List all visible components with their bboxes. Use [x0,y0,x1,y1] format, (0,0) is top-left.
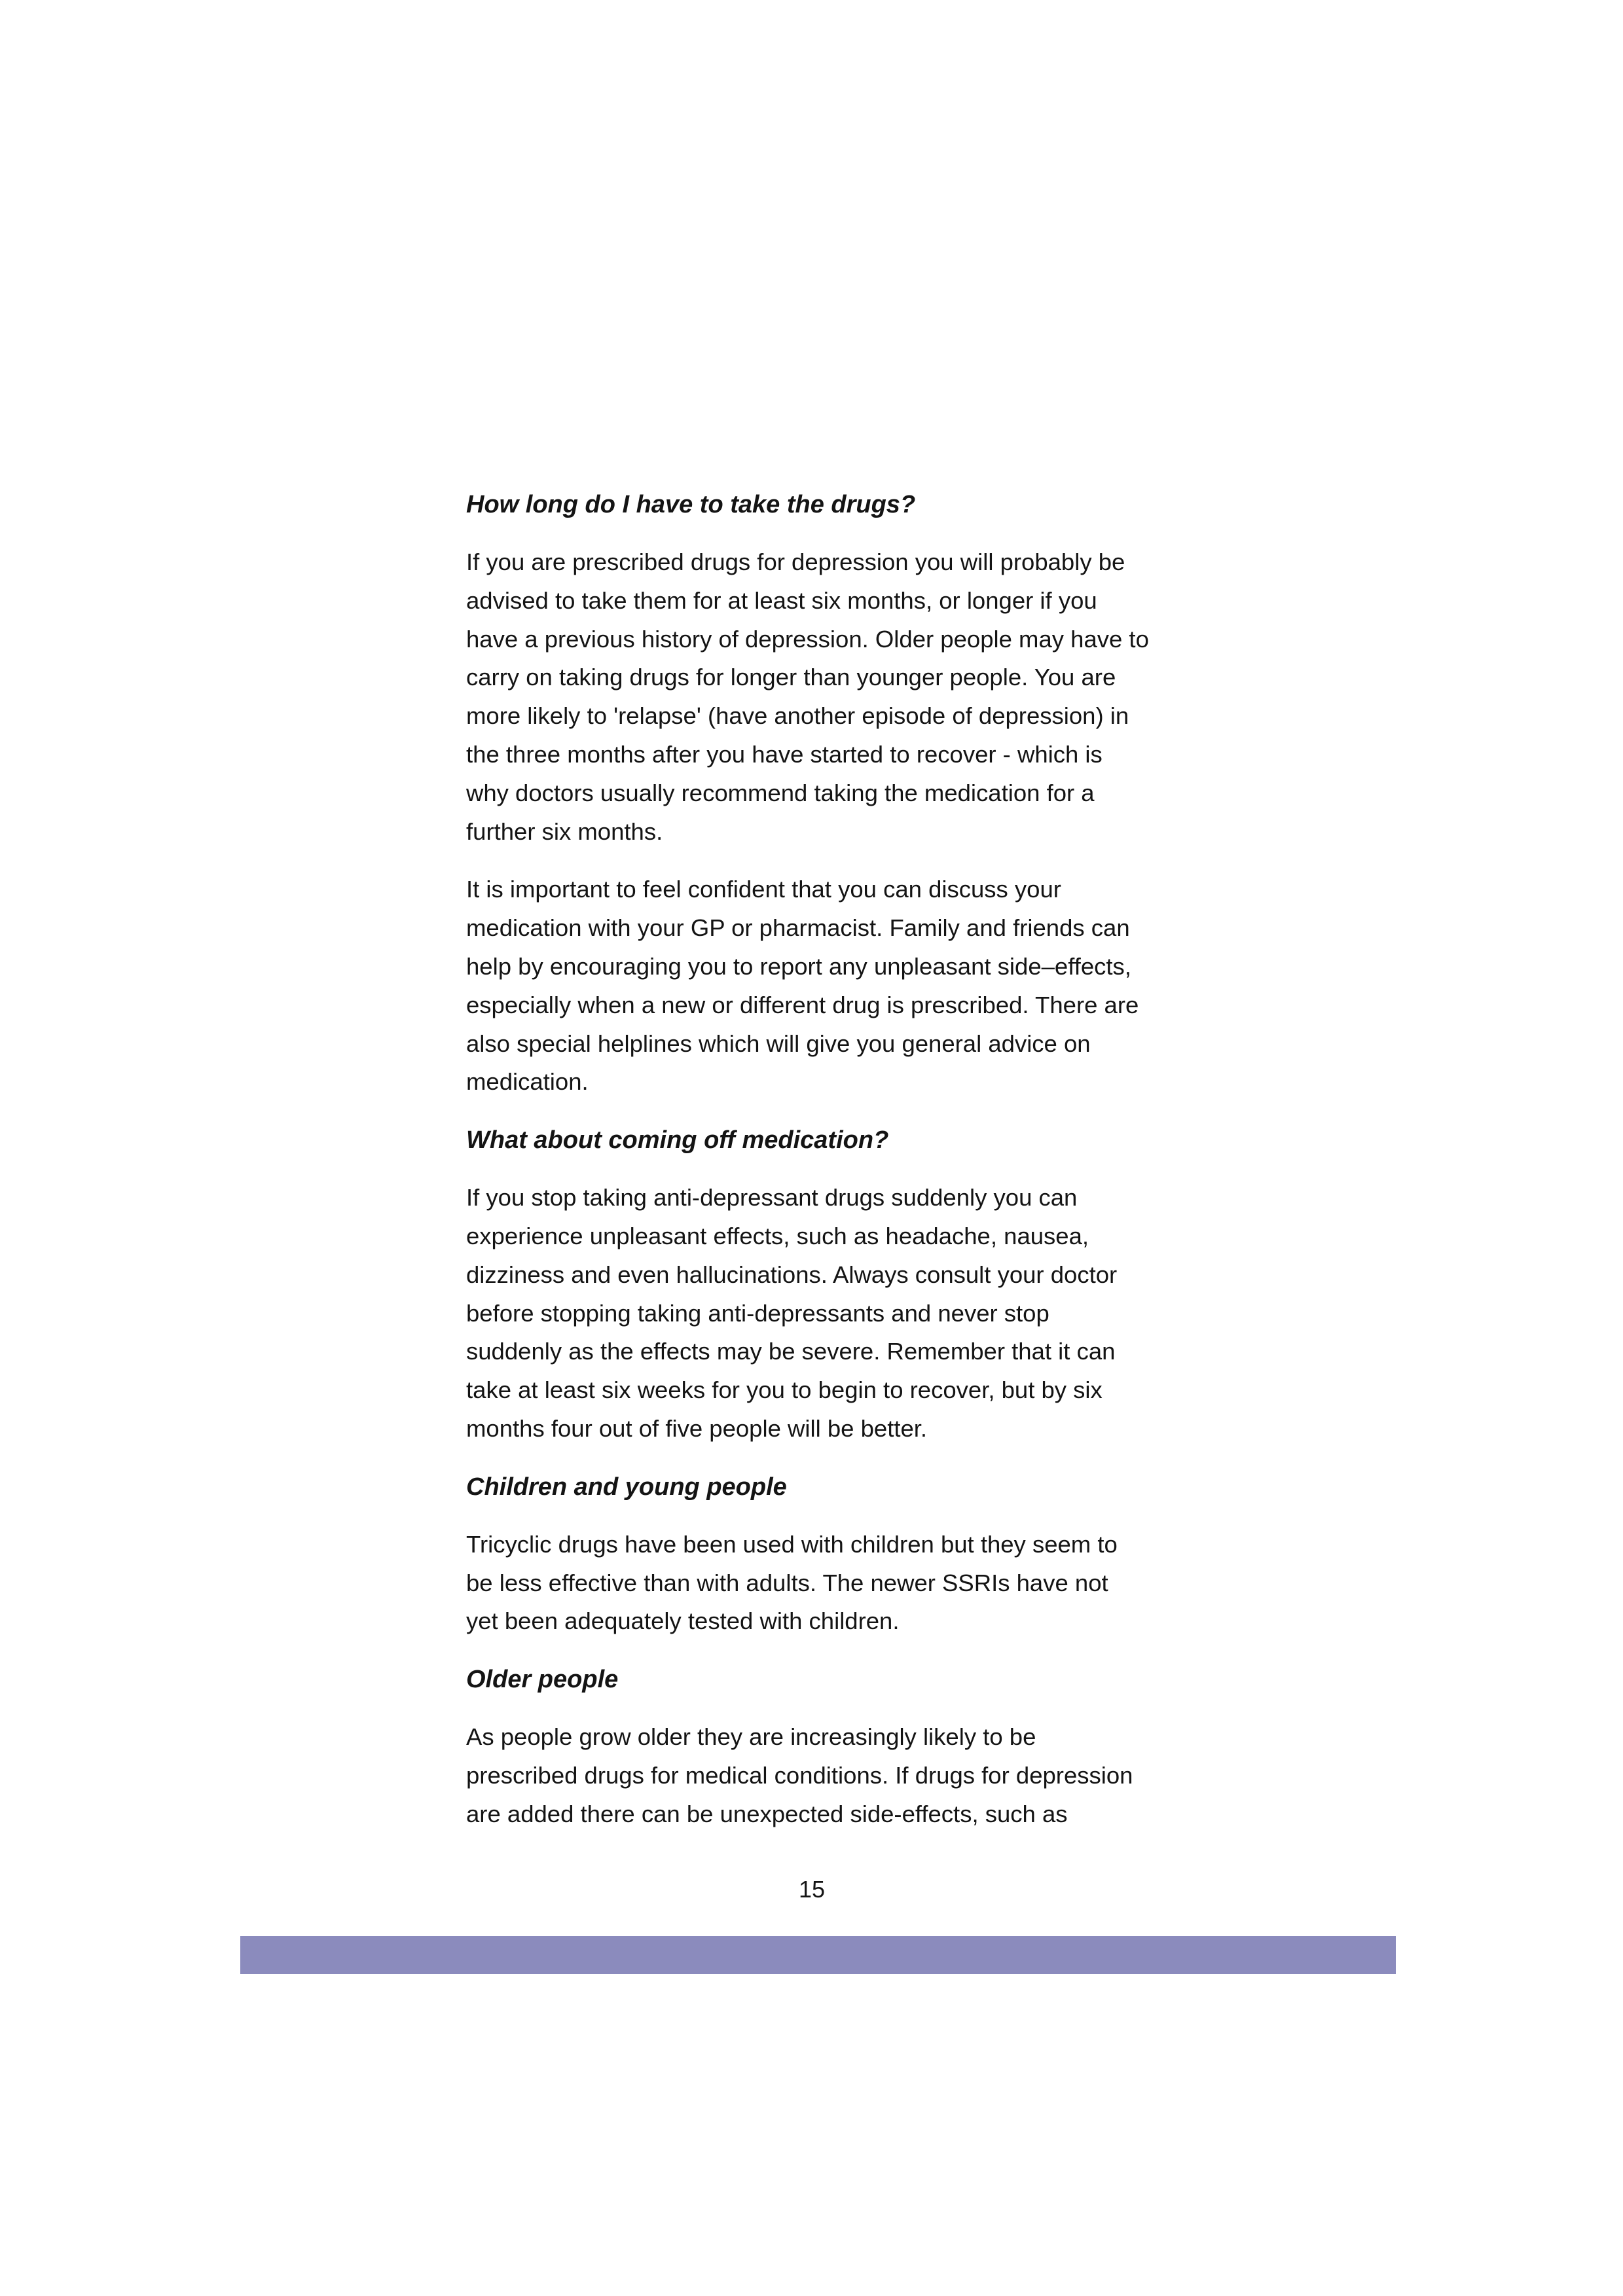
text-line: why doctors usually recommend taking the medication for a [466,779,1095,806]
text-line: suddenly as the effects may be severe. Remember that it can [466,1338,1116,1365]
section-heading: How long do I have to take the drugs? [466,491,916,518]
text-line: medication with your GP or pharmacist. Family and friends can [466,914,1130,942]
section-heading: Older people [466,1666,619,1694]
text-line: As people grow older they are increasingly likely to be [466,1723,1036,1751]
text-line: prescribed drugs for medical conditions. If drugs for depression [466,1761,1133,1789]
text-line: help by encouraging you to report any unpleasant side–effects, [466,952,1131,980]
text-line: medication. [466,1068,589,1096]
section-how-long [466,486,1173,1102]
text-line: It is important to feel confident that you can discuss your [466,876,1061,903]
footer-bar [240,1936,1396,1974]
text-line: yet been adequately tested with children. [466,1607,900,1635]
section-older-people [466,1660,1173,1833]
text-line: months four out of five people will be better. [466,1414,928,1442]
section-heading: What about coming off medication? [466,1126,889,1155]
section-coming-off-medication [466,1121,1173,1448]
page-number: 15 [798,1876,826,1903]
text-line: take at least six weeks for you to begin to recover, but by six [466,1376,1103,1404]
paragraph [466,1179,1173,1448]
text-line: further six months. [466,817,663,845]
text-column [466,486,1173,1854]
text-line: be less effective than with adults. The newer SSRIs have not [466,1569,1108,1596]
text-line: dizziness and even hallucinations. Always consult your doctor [466,1261,1118,1288]
text-line: Tricyclic drugs have been used with children but they seem to [466,1530,1118,1558]
text-line: If you are prescribed drugs for depression you will probably be [466,548,1125,575]
section-heading: Children and young people [466,1473,787,1501]
paragraph [466,870,1173,1102]
paragraph [466,1718,1173,1833]
text-line: more likely to 'relapse' (have another episode of depression) in [466,702,1129,730]
text-line: especially when a new or different drug is prescribed. There are [466,991,1139,1018]
text-line: also special helplines which will give you general advice on [466,1030,1091,1057]
text-line: have a previous history of depression. Older people may have to [466,625,1149,653]
text-line: carry on taking drugs for longer than younger people. You are [466,664,1116,691]
paragraph [466,1526,1173,1641]
text-line: If you stop taking anti-depressant drugs suddenly you can [466,1184,1078,1211]
text-line: advised to take them for at least six months, or longer if you [466,586,1097,614]
text-line: experience unpleasant effects, such as headache, nausea, [466,1222,1089,1249]
text-line: the three months after you have started to recover - which is [466,740,1103,768]
text-line: are added there can be unexpected side-effects, such as [466,1800,1068,1827]
text-line: before stopping taking anti-depressants and never stop [466,1299,1049,1327]
section-children [466,1468,1173,1641]
paragraph [466,543,1173,851]
